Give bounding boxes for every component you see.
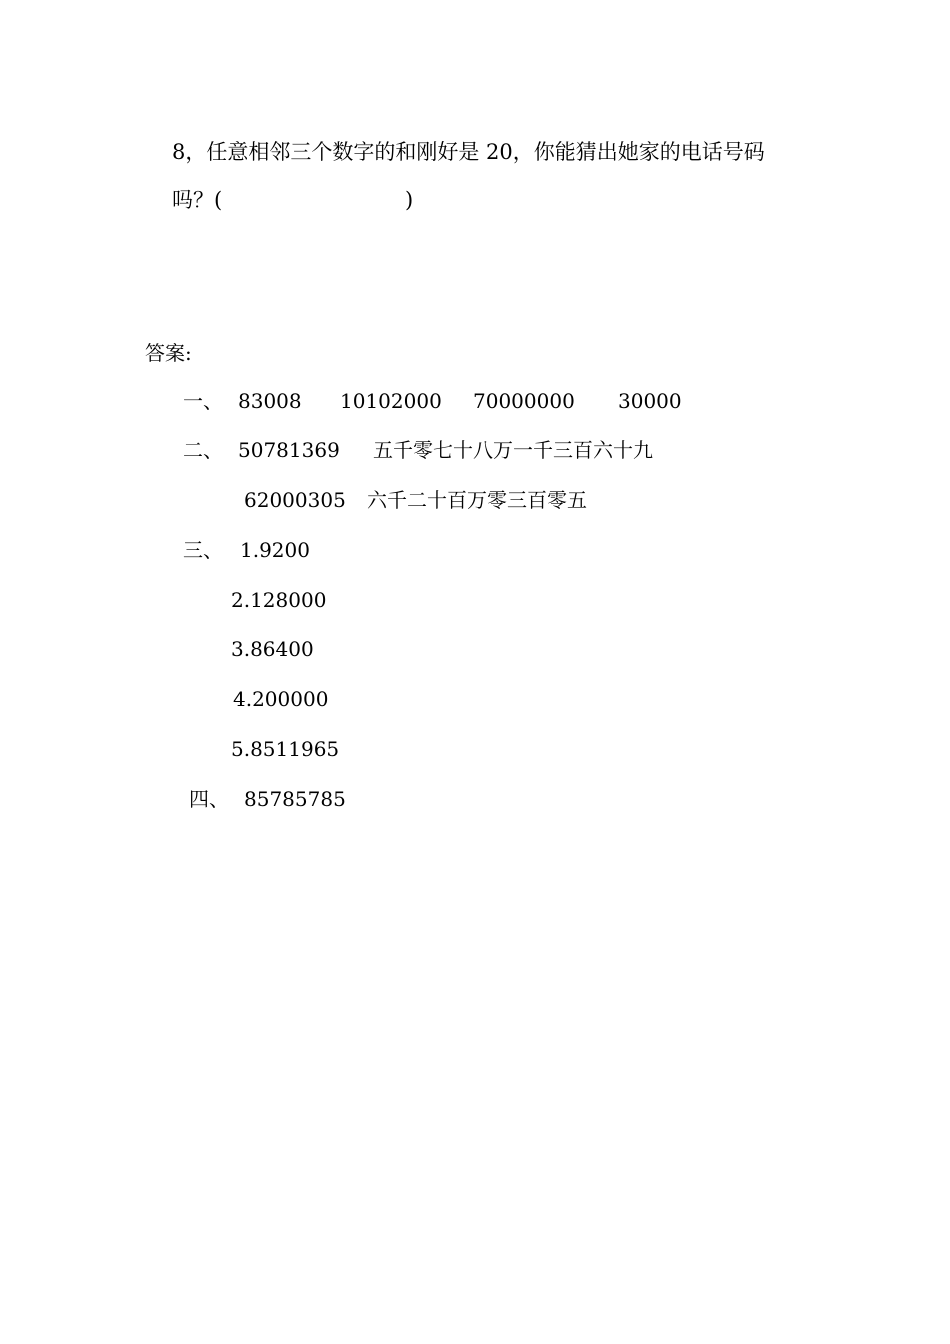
answer-one-value-2: 10102000 xyxy=(340,389,442,413)
answer-four-value: 85785785 xyxy=(244,787,346,811)
answer-one-label: 一、 xyxy=(183,389,223,413)
answer-three-item-1: 1.9200 xyxy=(240,538,310,562)
answer-three-item-5: 5.8511965 xyxy=(231,737,340,761)
answer-two-words-2: 六千二十百万零三百零五 xyxy=(367,488,587,512)
answer-four-label: 四、 xyxy=(189,787,229,811)
answer-one-value-1: 83008 xyxy=(238,389,302,413)
answer-three-item-4: 4.200000 xyxy=(233,687,329,711)
answer-three-item-2: 2.128000 xyxy=(231,588,327,612)
answers-heading: 答案: xyxy=(145,341,192,365)
question-line-2-prefix: 吗？( xyxy=(172,188,223,212)
question-answer-blank-close: ) xyxy=(405,188,414,212)
answer-two-number-1: 50781369 xyxy=(238,438,340,462)
question-line-1: 8，任意相邻三个数字的和刚好是 20，你能猜出她家的电话号码 xyxy=(172,140,765,164)
answer-three-item-3: 3.86400 xyxy=(231,637,314,661)
answer-one-value-3: 70000000 xyxy=(473,389,575,413)
answer-three-label: 三、 xyxy=(183,538,223,562)
answer-two-label: 二、 xyxy=(183,438,223,462)
answer-two-number-2: 62000305 xyxy=(244,488,346,512)
answer-two-words-1: 五千零七十八万一千三百六十九 xyxy=(373,438,653,462)
answer-one-value-4: 30000 xyxy=(618,389,682,413)
